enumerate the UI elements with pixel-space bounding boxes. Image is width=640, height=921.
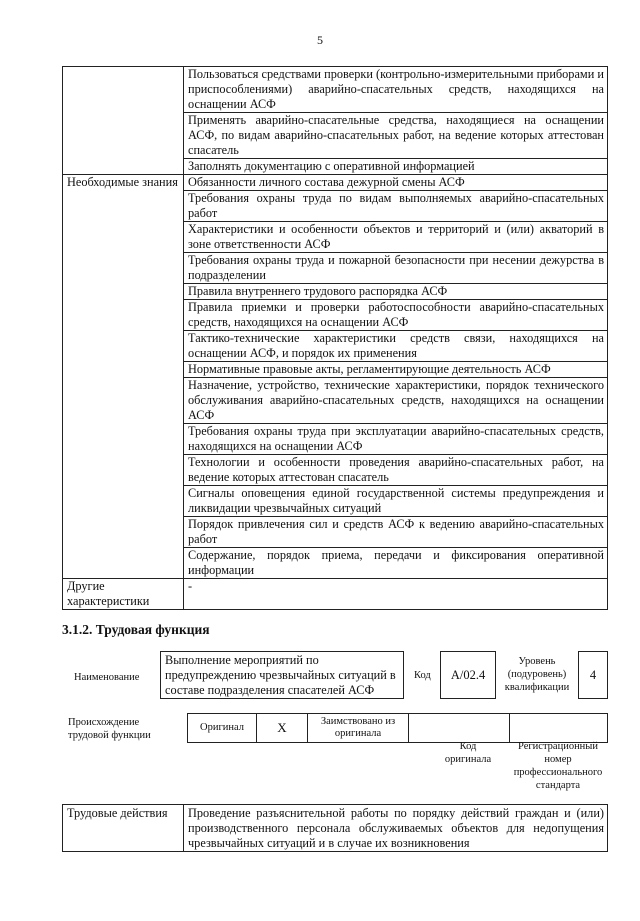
row-item: - (184, 579, 608, 610)
table-row (63, 67, 608, 113)
row-item: Применять аварийно-спасательные средства, находящиеся на оснащении АСФ, по видам аварийно-спасательных работ, на ведение которых аттестован спасатель (184, 113, 608, 159)
skills-table (62, 66, 608, 610)
reg-number-label: Регистрационный номер профессионального стандарта (513, 741, 603, 791)
origin-label: Происхождение трудовой функции (68, 717, 151, 741)
actions-label: Трудовые действия (63, 805, 184, 852)
name-label: Наименование (74, 672, 140, 683)
row-category: Другие характеристики (63, 579, 184, 610)
borrowed-label: Заимствовано из оригинала (308, 714, 409, 743)
row-item: Пользоваться средствами проверки (контрольно-измерительными приборами и приспособлениями) аварийно-спасательных средств, находящихся на оснащении АСФ (184, 67, 608, 113)
row-item: Технологии и особенности проведения аварийно-спасательных работ, на ведение которых аттестован спасатель (184, 455, 608, 486)
origin-table (187, 713, 608, 743)
row-item: Содержание, порядок приема, передачи и фиксирования оперативной информации (184, 548, 608, 579)
function-code: А/02.4 (440, 651, 496, 699)
row-item: Правила внутреннего трудового распорядка АСФ (184, 284, 608, 300)
row-category: Необходимые знания (63, 175, 184, 579)
row-item: Тактико-технические характеристики средств связи, находящихся на оснащении АСФ, и порядок их применения (184, 331, 608, 362)
function-name: Выполнение мероприятий по предупреждению чрезвычайных ситуаций в составе подразделения спасателей АСФ (160, 651, 404, 699)
table-row (63, 579, 608, 610)
origin-code-label: Код оригинала (444, 741, 492, 765)
row-category (63, 67, 184, 175)
reg-number-cell (510, 714, 608, 743)
origin-code-cell (409, 714, 510, 743)
row-item: Требования охраны труда и пожарной безопасности при несении дежурства в подразделении (184, 253, 608, 284)
row-item: Требования охраны труда по видам выполняемых аварийно-спасательных работ (184, 191, 608, 222)
actions-table (62, 804, 608, 852)
level-label: Уровень (подуровень) квалификации (504, 656, 570, 693)
row-item: Характеристики и особенности объектов и территорий и (или) акваторий в зоне ответственности АСФ (184, 222, 608, 253)
row-item: Требования охраны труда при эксплуатации аварийно-спасательных средств, находящихся на оснащении АСФ (184, 424, 608, 455)
code-label: Код (414, 670, 431, 681)
table-row (63, 175, 608, 191)
row-item: Порядок привлечения сил и средств АСФ к ведению аварийно-спасательных работ (184, 517, 608, 548)
row-item: Сигналы оповещения единой государственной системы предупреждения и ликвидации чрезвычайных ситуаций (184, 486, 608, 517)
row-item: Обязанности личного состава дежурной смены АСФ (184, 175, 608, 191)
row-item: Нормативные правовые акты, регламентирующие деятельность АСФ (184, 362, 608, 378)
original-label: Оригинал (188, 714, 257, 743)
page-number: 5 (317, 33, 323, 47)
qualification-level: 4 (578, 651, 608, 699)
section-heading: 3.1.2. Трудовая функция (62, 622, 210, 637)
actions-item: Проведение разъяснительной работы по порядку действий граждан и (или) производственного персонала обслуживаемых объектов для недопущения чрезвычайных ситуаций и в случае их возникновения (184, 805, 608, 852)
row-item: Правила приемки и проверки работоспособности аварийно-спасательных средств, находящихся на оснащении АСФ (184, 300, 608, 331)
row-item: Заполнять документацию с оперативной информацией (184, 159, 608, 175)
original-mark: X (257, 714, 308, 743)
row-item: Назначение, устройство, технические характеристики, порядок технического обслуживания аварийно-спасательных средств, находящихся на оснащении АСФ (184, 378, 608, 424)
